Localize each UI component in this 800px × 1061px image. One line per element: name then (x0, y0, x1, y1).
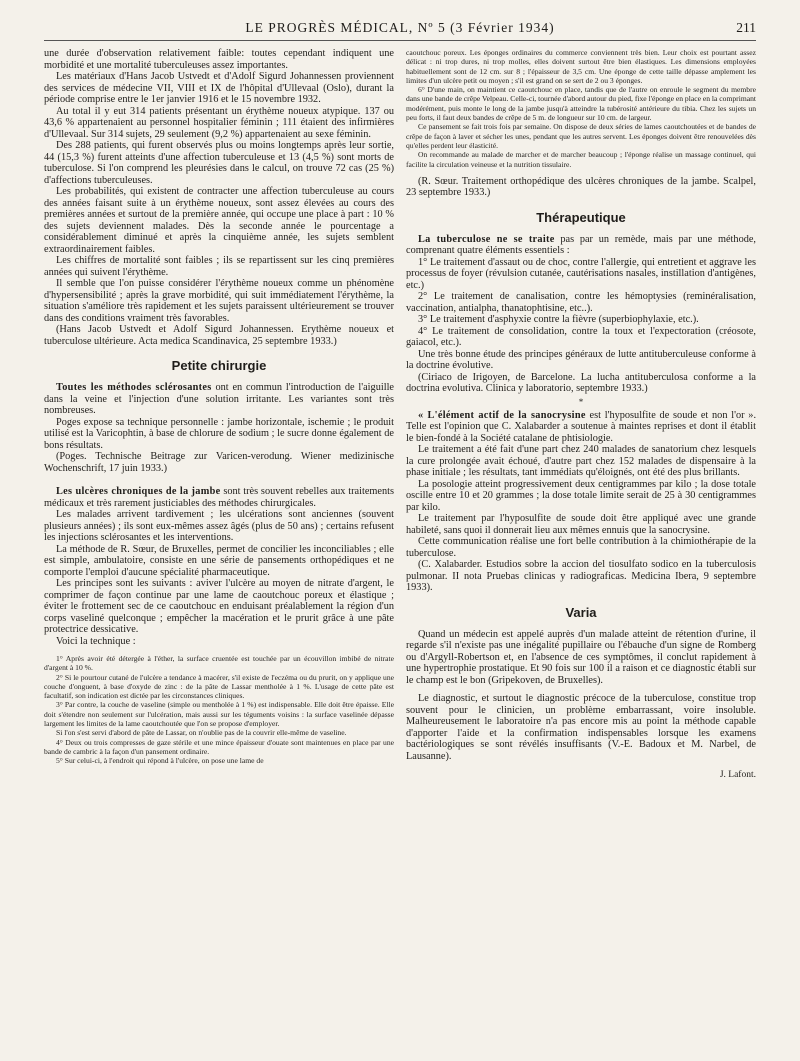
citation: (Poges. Technische Beitrage zur Varicen-verodung. Wiener medizinische Wochenschrift, 17 juin 1933.) (44, 451, 394, 474)
technique-step: Ce pansement se fait trois fois par semaine. On dispose de deux séries de lames caoutchoutées et de bandes de crêpe de façon à laver et sécher les unes, pendant que les autres servent. Les éponges doivent être renouvelées dès qu'elles perdent leur élasticité. (406, 122, 756, 150)
section-heading-therapeutique: Thérapeutique (536, 209, 626, 225)
paragraph: Les matériaux d'Hans Jacob Ustvedt et d'Adolf Sigurd Johannessen proviennent des services de médecine VII, VIII et IX de l'hôpital d'Ullevaal (Oslo), durant la période comprise entre le 1er janvier 1916 et le 15 novembre 1932. (44, 71, 394, 105)
technique-step: 1° Après avoir été détergée à l'éther, la surface cruentée est touchée par un écouvillon imbibé de nitrate d'argent à 10 %. (44, 654, 394, 673)
paragraph: Les principes sont les suivants : aviver l'ulcère au moyen de nitrate d'argent, le comprimer de façon continue par une lame de caoutchouc poreux et élastique ; éviter le frottement sec de ce caoutchouc en enduisant préalablement la région d'un corps vaseliné quelconque ; empêcher la macération et le prurit grâce à une pâte protectrice dessicative. (44, 578, 394, 635)
citation: (Ciriaco de Irigoyen, de Barcelone. La lucha antituberculosa conforme a la doctrina evolutiva. Clinica y laboratorio, septembre 1933.) (406, 371, 756, 395)
paragraph: La posologie atteint progressivement deux centigrammes par kilo ; la dose totale oscille entre 10 et 20 grammes ; la dose totale limite serait de 25 à 30 centigrammes par kilo. (406, 478, 756, 513)
paragraph: une durée d'observation relativement faible: toutes cependant indiquent une morbidité et une mortalité tuberculeuses assez importantes. (44, 48, 394, 71)
author-signature: J. Lafont. (719, 770, 756, 781)
paragraph: La méthode de R. Sœur, de Bruxelles, permet de concilier les inconciliables ; elle est simple, ambulatoire, consiste en une série de pansements orthopédiques et ne comporte l'emploi d'aucune spécialité pharmaceutique. (44, 543, 394, 578)
paragraph-text: sont très souvent rebelles aux traitements médicaux et très rarement justiciables des méthodes chirurgicales. (44, 486, 394, 509)
paragraph: Le traitement a été fait d'une part chez 240 malades de sanatorium chez lesquels la cure prolongée avait échoué, d'autre part chez 152 malades de dispensaire à la phase initiale ; les résultats, tant immédiats qu'éloignés, ont été des plus brillants. (406, 444, 756, 479)
list-item: 2° Le traitement de canalisation, contre les hémoptysies (reminéralisation, vaccination, antialpha, thanatophtisine, etc..). (406, 291, 756, 314)
running-header (44, 20, 756, 41)
citation: (C. Xalabarder. Estudios sobre la accion del tiosulfato sodico en la tuberculosis pulmonar. II nota Pruebas clinicas y radiograficas. Medicina Ibera, 9 septembre 1933). (406, 559, 756, 594)
paragraph: Une très bonne étude des principes généraux de lutte antituberculeuse conforme à la doctrine évolutive. (406, 348, 756, 372)
section-heading-varia: Varia (565, 604, 597, 620)
paragraph-text: est l'hyposulfite de soude et non l'or ». Telle est l'opinion que C. Xalabarder a soutenue à maintes reprises et dont il établit le bien-fondé à la Société catalane de phtisiologie. (406, 409, 757, 444)
right-column (406, 48, 756, 780)
paragraph: Poges expose sa technique personnelle : jambe horizontale, ischemie ; le produit utilisé est la Varicophtin, à base de chlorure de sodium ; le sucre donne également de bons résultats. (44, 416, 394, 451)
list-item: 4° Le traitement de consolidation, contre la toux et l'expectoration (créosote, gaiacol, etc.). (406, 325, 756, 349)
lead-phrase: Toutes les méthodes sclérosantes (56, 382, 212, 393)
citation: (R. Sœur. Traitement orthopédique des ulcères chroniques de la jambe. Scalpel, 23 septembre 1933.) (406, 175, 756, 199)
technique-step: On recommande au malade de marcher et de marcher beaucoup ; l'éponge réalise un massage continuel, qui facilite la circulation veineuse et la nutrition tissulaire. (406, 150, 756, 169)
technique-step: 3° Par contre, la couche de vaseline (simple ou mentholée à 1 %) est indispensable. Elle doit être épaisse. Elle doit s'étendre non seulement sur l'ulcération, mais aussi sur les téguments voisins : la surface vaselinée dépasse largement les limites de la lame caoutchoutée que l'on se propose d'employer. (44, 700, 394, 729)
paragraph: Les malades arrivent tardivement ; les ulcérations sont anciennes (souvent plusieurs années) ; ils sont eux-mêmes assez âgés (plus de 50 ans) ; certains refusent les injections sclérosantes et les interventions. (44, 509, 394, 543)
section-separator: * (578, 396, 584, 407)
paragraph (406, 234, 756, 257)
left-column (44, 48, 394, 766)
citation: (Hans Jacob Ustvedt et Adolf Sigurd Johannessen. Erythème noueux et tuberculose ultérieure. Acta medica Scandinavica, 25 septembre 1933.) (44, 324, 394, 347)
paragraph: Voici la technique : (56, 635, 136, 647)
list-item: 1° Le traitement d'assaut ou de choc, contre l'allergie, qui entretient et aggrave les processus de foyer (révulsion cutanée, cautérisations nasales, instillation d'antigènes, etc.) (406, 256, 756, 291)
paragraph: Il semble que l'on puisse considérer l'érythème noueux comme un phénomène d'hypersensibilité ; après la grave morbidité, qui suit immédiatement l'érythème, la situation s'améliore très rapidement et les sujets paraissent ultérieurement se trouver dans des conditions vraiment très favorables. (44, 278, 394, 324)
paragraph (44, 382, 394, 417)
technique-step: Si l'on s'est servi d'abord de pâte de Lassar, on n'oublie pas de la couvrir elle-même de vaseline. (56, 728, 347, 738)
technique-step: 2° Si le pourtour cutané de l'ulcère a tendance à macérer, s'il existe de l'eczéma ou du prurit, on y applique une couche d'onguent, à base d'oxyde de zinc : de la pâte de Lassar mentholée à 1 %. L'usage de cette pâte est facultatif, son indication est dictée par les circonstances cliniques. (44, 672, 394, 701)
paragraph: Au total il y eut 314 patients présentant un érythème noueux atypique. 137 ou 43,6 % appartenaient au personnel hospitalier féminin ; 111 étaient des infirmières d'Ullevaal. Sur 314 sujets, 29 seulement (9,2 %) appartenaient au sexe féminin. (44, 105, 394, 140)
paragraph (406, 410, 756, 445)
paragraph: Des 288 patients, qui furent observés plus ou moins longtemps après leur sortie, 44 (15,3 %) furent atteints d'une affection tuberculeuse et 13 (4,5 %) sont morts de tuberculose. Si l'on comprend les pleurésies dans le calcul, on trouve 72 cas (25 %) d'affections tuberculeuses. (44, 140, 394, 186)
paragraph: Le diagnostic, et surtout le diagnostic précoce de la tuberculose, constitue trop souvent pour le clinicien, un problème embarrassant, voire insoluble. Malheureusement le laboratoire n'a pas encore mis au point la méthode capable d'apporter l'aide et la confirmation indispensables lorsque les examens bactériologiques se sont révélés insuffisants (V.-E. Badoux et M. Narbel, de Lausanne). (406, 693, 756, 762)
paragraph: Le traitement par l'hyposulfite de soude doit être appliqué avec une grande habileté, sans quoi il donnerait lieu aux mêmes ennuis que la sanocrysine. (406, 513, 756, 536)
lead-phrase: Les ulcères chroniques de la jambe (56, 486, 221, 497)
paragraph: Les probabilités, qui existent de contracter une affection tuberculeuse au cours des années faisant suite à un érythème noueux, sont assez élevées au cours des premières années et surtout de la première année, qui occupe une place à part : 10 % des sujets deviennent malades. Dès la seconde année le pourcentage a considérablement diminué et après la cinquième année, les sujets semblent extraordinairement faibles. (44, 186, 394, 255)
list-item: 3° Le traitement d'asphyxie contre la fièvre (superbiophylaxie, etc.). (418, 314, 699, 326)
technique-step: 6° D'une main, on maintient ce caoutchouc en place, tandis que de l'autre on enroule le segment du membre dans une bande de crêpe Velpeau. Celle-ci, tournée d'abord autour du pied, fixe l'éponge en place en la comprimant modérément, puis monte le long de la jambe jusqu'à atteindre la tubérosité antérieure du tibia. Chez les sujets un peu forts, il faut deux bandes de crêpe de 5 m. de longueur sur 10 cm. de largeur. (406, 85, 756, 123)
paragraph-text: ont en commun l'introduction de l'aiguille dans la veine et l'injection d'une solution irritante. Les variantes sont très nombreuses. (44, 382, 394, 416)
paragraph: Cette communication réalise une fort belle contribution à la chimiothérapie de la tuberculose. (406, 536, 756, 559)
technique-step: 4° Deux ou trois compresses de gaze stérile et une mince épaisseur d'ouate sont maintenues en place par une bande de cambric à la façon d'un pansement ordinaire. (44, 737, 394, 756)
page-number: 211 (736, 20, 756, 35)
technique-step: 5° Sur celui-ci, à l'endroit qui répond à l'ulcère, on pose une lame de (56, 756, 264, 766)
paragraph (44, 486, 394, 509)
section-heading-petite-chirurgie: Petite chirurgie (171, 358, 267, 373)
paragraph: Quand un médecin est appelé auprès d'un malade atteint de rétention d'urine, il regarde s'il n'existe pas une inégalité pupillaire ou l'ébauche d'un signe de Romberg ou d'Argyll-Robertson et, en l'absence de ces symptômes, il conclut rapidement à une hypertrophie prostatique. Et 90 fois sur 100 il a raison et ce diagnostic établi sur le champ est le bon (Gripekoven, de Bruxelles). (406, 628, 756, 686)
paragraph-text: pas par un remède, mais par une méthode, comprenant quatre éléments essentiels : (406, 233, 757, 257)
technique-step: caoutchouc poreux. Les éponges ordinaires du commerce conviennent très bien. Leur choix est pourtant assez délicat : ni trop dures, ni trop molles, elles doivent surtout être bien élastiques. Les dimensions employées habituellement sont de 12 cm. sur 8 ; l'épaisseur de 3,5 cm. Une éponge de cette taille dépasse amplement les limites d'un ulcère petit ou moyen ; s'il est grand on se sert de 2 ou 3 éponges. (406, 48, 756, 85)
journal-title: LE PROGRÈS MÉDICAL, Nº 5 (3 Février 1934) (245, 20, 555, 35)
lead-phrase: La tuberculose ne se traite (418, 233, 555, 245)
lead-phrase: « L'élément actif de la sanocrysine (418, 409, 586, 421)
paragraph: Les chiffres de mortalité sont faibles ; ils se repartissent sur les cinq premières années qui suivent l'érythème. (44, 255, 394, 278)
